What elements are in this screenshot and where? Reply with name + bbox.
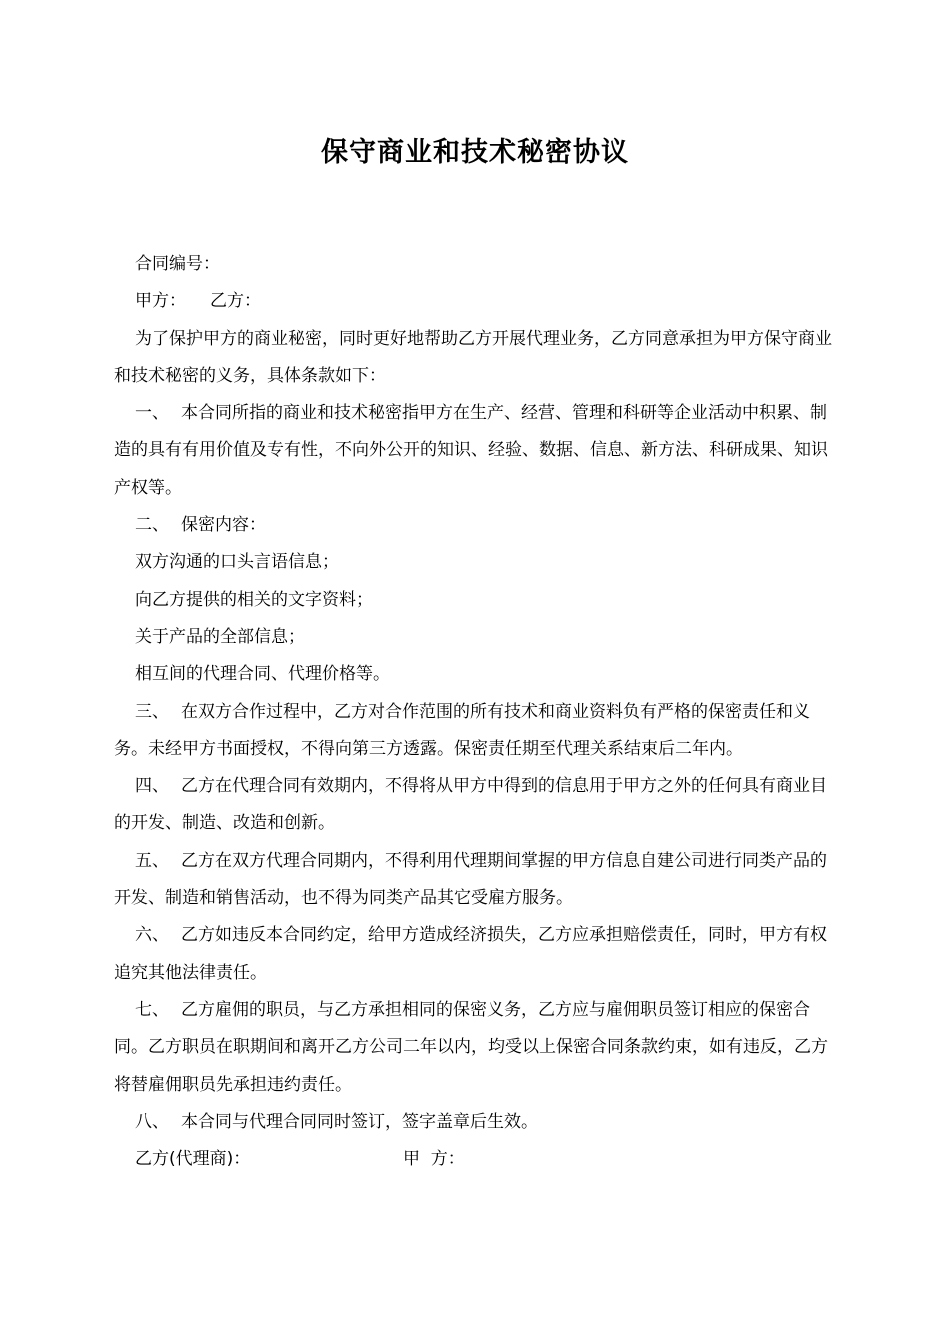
party-a-label: 甲方：	[135, 291, 186, 312]
signature-party-b-label: 乙方(代理商)：	[135, 1149, 251, 1170]
clause-7	[114, 992, 838, 1104]
clause-6-text: 乙方如违反本合同约定，给甲方造成经济损失，乙方应承担赔偿责任，同时，甲方有权追究其他法律责任。	[114, 925, 827, 983]
clause-3	[114, 694, 838, 769]
clause-1-number: 一、	[135, 403, 169, 424]
confidential-item-3: 关于产品的全部信息；	[135, 626, 305, 647]
clause-1	[114, 395, 838, 507]
confidential-item-1: 双方沟通的口头言语信息；	[135, 552, 339, 573]
clause-3-text: 在双方合作过程中，乙方对合作范围的所有技术和商业资料负有严格的保密责任和义务。未经甲方书面授权，不得向第三方透露。保密责任期至代理关系结束后二年内。	[114, 701, 810, 759]
clause-5-number: 五、	[135, 850, 169, 871]
confidential-item-2: 向乙方提供的相关的文字资料；	[135, 589, 373, 610]
clause-4-text: 乙方在代理合同有效期内，不得将从甲方中得到的信息用于甲方之外的任何具有商业目的开发、制造、改造和创新。	[114, 776, 827, 834]
clause-3-number: 三、	[135, 701, 169, 722]
document-body	[114, 246, 838, 1178]
clause-7-number: 七、	[135, 999, 169, 1020]
contract-number-label: 合同编号：	[135, 254, 220, 274]
clause-8-text: 本合同与代理合同同时签订，签字盖章后生效。	[181, 1111, 538, 1132]
clause-2-text: 保密内容：	[181, 515, 266, 536]
document-title: 保守商业和技术秘密协议	[321, 137, 629, 168]
clause-5	[114, 843, 838, 918]
preamble-paragraph: 为了保护甲方的商业秘密，同时更好地帮助乙方开展代理业务，乙方同意承担为甲方保守商业和技术秘密的义务，具体条款如下：	[114, 328, 832, 386]
clause-4	[114, 768, 838, 843]
signature-party-a-label: 甲 方：	[403, 1149, 465, 1170]
signature-line	[114, 1141, 838, 1178]
clause-7-text: 乙方雇佣的职员，与乙方承担相同的保密义务，乙方应与雇佣职员签订相应的保密合同。乙方职员在职期间和离开乙方公司二年以内，均受以上保密合同条款约束，如有违反，乙方将替雇佣职员先承担违约责任。	[114, 999, 828, 1095]
clause-8	[114, 1104, 838, 1141]
clause-5-text: 乙方在双方代理合同期内，不得利用代理期间掌握的甲方信息自建公司进行同类产品的开发、制造和销售活动，也不得为同类产品其它受雇方服务。	[114, 850, 827, 909]
clause-6-number: 六、	[135, 925, 169, 946]
clause-1-text: 本合同所指的商业和技术秘密指甲方在生产、经营、管理和科研等企业活动中积累、制造的具有有用价值及专有性，不向外公开的知识、经验、数据、信息、新方法、科研成果、知识产权等。	[114, 403, 828, 498]
clause-6	[114, 917, 838, 992]
clause-8-number: 八、	[135, 1111, 169, 1132]
clause-2-number: 二、	[135, 515, 169, 536]
parties-line	[114, 283, 838, 320]
contract-number-line	[114, 246, 838, 283]
clause-4-number: 四、	[135, 776, 169, 797]
clause-2	[114, 507, 838, 544]
confidential-item-4: 相互间的代理合同、代理价格等。	[135, 664, 390, 685]
party-b-label: 乙方：	[210, 291, 261, 312]
